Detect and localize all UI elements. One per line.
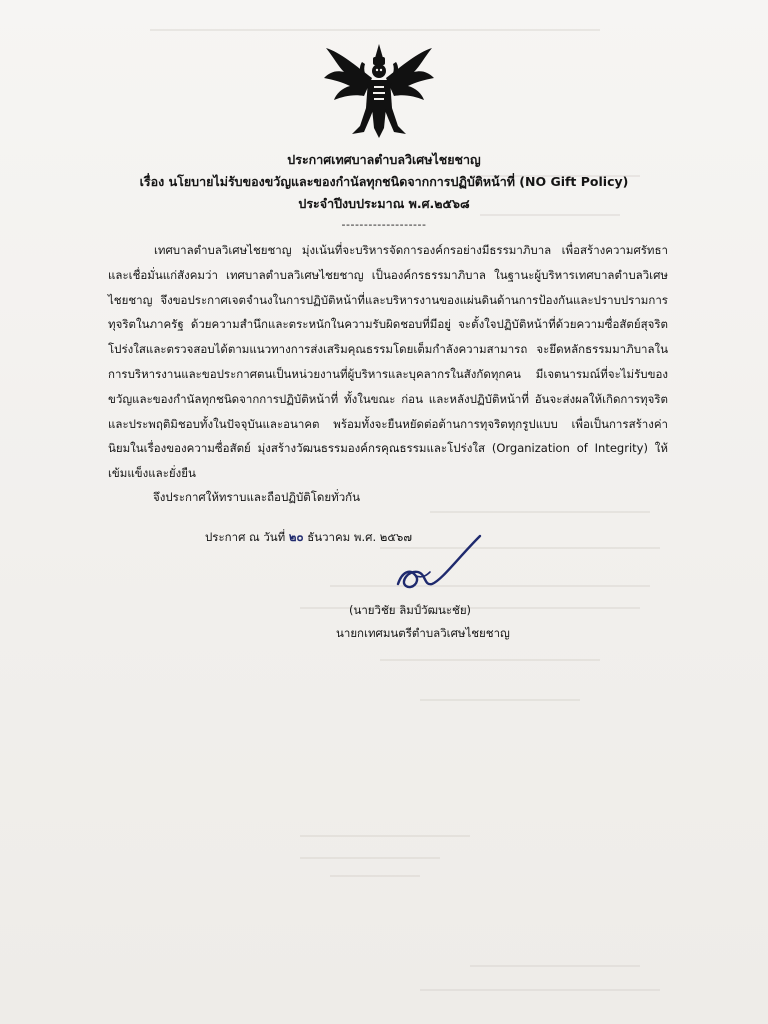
date-day: ๒๐ [288,530,304,544]
signer-position: นายกเทศมนตรีตำบลวิเศษไชยชาญ [336,626,510,640]
announcement-date [205,529,412,547]
policy-body [108,238,668,486]
date-suffix: ธันวาคม พ.ศ. ๒๕๖๗ [307,530,412,544]
policy-paragraph: เทศบาลตำบลวิเศษไชยชาญ มุ่งเน้นที่จะบริหารจัดการองค์กรอย่างมีธรรมาภิบาล เพื่อสร้างความศรัทธาและเชื่อมั่นแก่สังคมว่า เทศบาลตำบลวิเศษไชยชาญ เป็นองค์กรธรรมาภิบาล ในฐานะผู้บริหารเทศบาลตำบลวิเศษไชยชาญ จึงขอประกาศเจตจำนงในการปฏิบัติหน้าที่และบริหารงานของแผ่นดินด้านการป้องกันและปราบปรามการทุจริตในภาครัฐ ด้วยความสำนึกและตระหนักในความรับผิดชอบที่มีอยู่ จะตั้งใจปฏิบัติหน้าที่ด้วยความซื่อสัตย์สุจริต โปร่งใสและตรวจสอบได้ตามแนวทางการส่งเสริมคุณธรรมโดยเต็มกำลังความสามารถ จะยึดหลักธรรมมาภิบาลในการบริหารงานและขอประกาศตนเป็นหน่วยงานที่ผู้บริหารและบุคลากรในสังกัดทุกคน มีเจตนารมณ์ที่จะไม่รับของขวัญและของกำนัลทุกชนิดจากการปฏิบัติหน้าที่ ทั้งในขณะ ก่อน และหลังปฏิบัติหน้าที่ อันจะส่งผลให้เกิดการทุจริตและประพฤติมิชอบทั้งในปัจจุบันและอนาคต พร้อมทั้งจะยืนหยัดต่อต้านการทุจริตทุกรูปแบบ เพื่อเป็นการสร้างค่านิยมในเรื่องของความซื่อสัตย์ มุ่งสร้างวัฒนธรรมองค์กรคุณธรรมและโปร่งใส (Organization of Integrity) ให้เข้มแข็งและยั่งยืน [108,243,668,481]
announcement-subject: เรื่อง นโยบายไม่รับของขวัญและของกำนัลทุกชนิดจากการปฏิบัติหน้าที่ (NO Gift Policy) [139,174,629,189]
date-prefix: ประกาศ ณ วันที่ [205,530,286,544]
fiscal-year: ประจำปีงบประมาณ พ.ศ.๒๕๖๘ [298,196,470,211]
announcement-title: ประกาศเทศบาลตำบลวิเศษไชยชาญ [287,152,481,167]
garuda-emblem [320,42,438,142]
handwritten-signature [388,532,488,596]
signer-name: (นายวิชัย ลิมป์วัฒนะชัย) [349,603,472,617]
announcement-closing: จึงประกาศให้ทราบและถือปฏิบัติโดยทั่วกัน [153,490,360,504]
separator-line: ------------------- [341,218,427,231]
